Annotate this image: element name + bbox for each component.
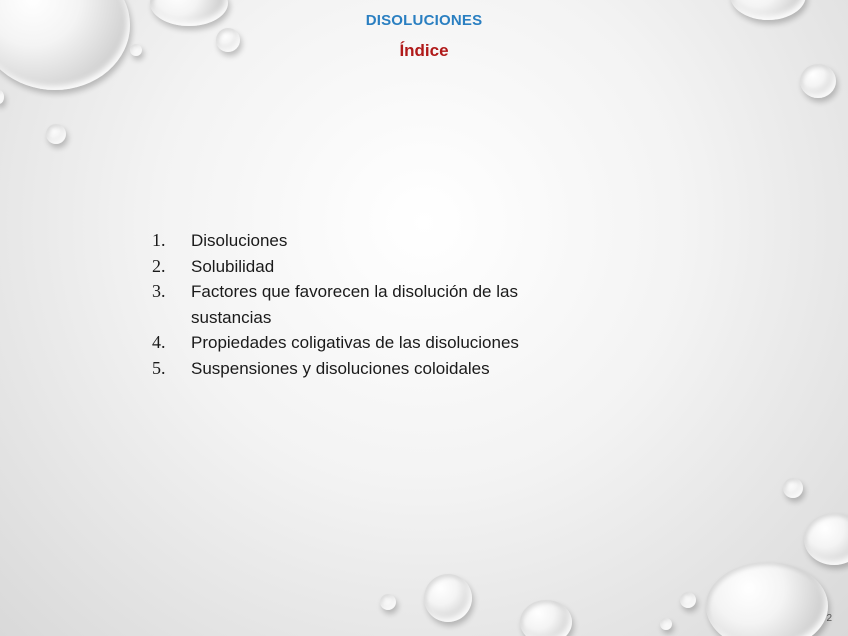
water-drop-decoration: [800, 64, 836, 98]
slide-subtitle: Índice: [399, 41, 449, 60]
water-drop-decoration: [706, 562, 828, 636]
list-item: [152, 330, 582, 356]
index-list: [152, 228, 582, 381]
water-drop-decoration: [380, 594, 396, 610]
list-item-text: Factores que favorecen la disolución de las sustancias: [191, 282, 518, 327]
list-item-text: Propiedades coligativas de las disoluciones: [191, 333, 519, 352]
water-drop-decoration: [520, 600, 572, 636]
water-drop-decoration: [46, 124, 66, 144]
list-item-number: 1.: [152, 230, 166, 250]
list-item-number: 2.: [152, 255, 166, 276]
water-drop-decoration: [804, 513, 848, 565]
list-item-number: 4.: [152, 332, 166, 352]
list-item-text: Suspensiones y disoluciones coloidales: [191, 358, 490, 378]
water-drop-decoration: [424, 574, 472, 622]
water-drop-decoration: [680, 592, 696, 608]
list-item-number: 3.: [152, 281, 166, 301]
list-item: [152, 254, 582, 280]
water-drop-decoration: [0, 90, 4, 104]
list-item-text: Disoluciones: [191, 231, 288, 250]
list-item: [152, 228, 582, 254]
list-item-number: 5.: [152, 357, 166, 378]
page-number: 2: [826, 613, 832, 624]
list-item-text: Solubilidad: [191, 256, 275, 276]
slide-title: DISOLUCIONES: [365, 12, 483, 29]
list-item: [152, 356, 582, 382]
water-drop-decoration: [783, 478, 803, 498]
water-drop-decoration: [660, 618, 672, 630]
list-item: [152, 279, 582, 330]
